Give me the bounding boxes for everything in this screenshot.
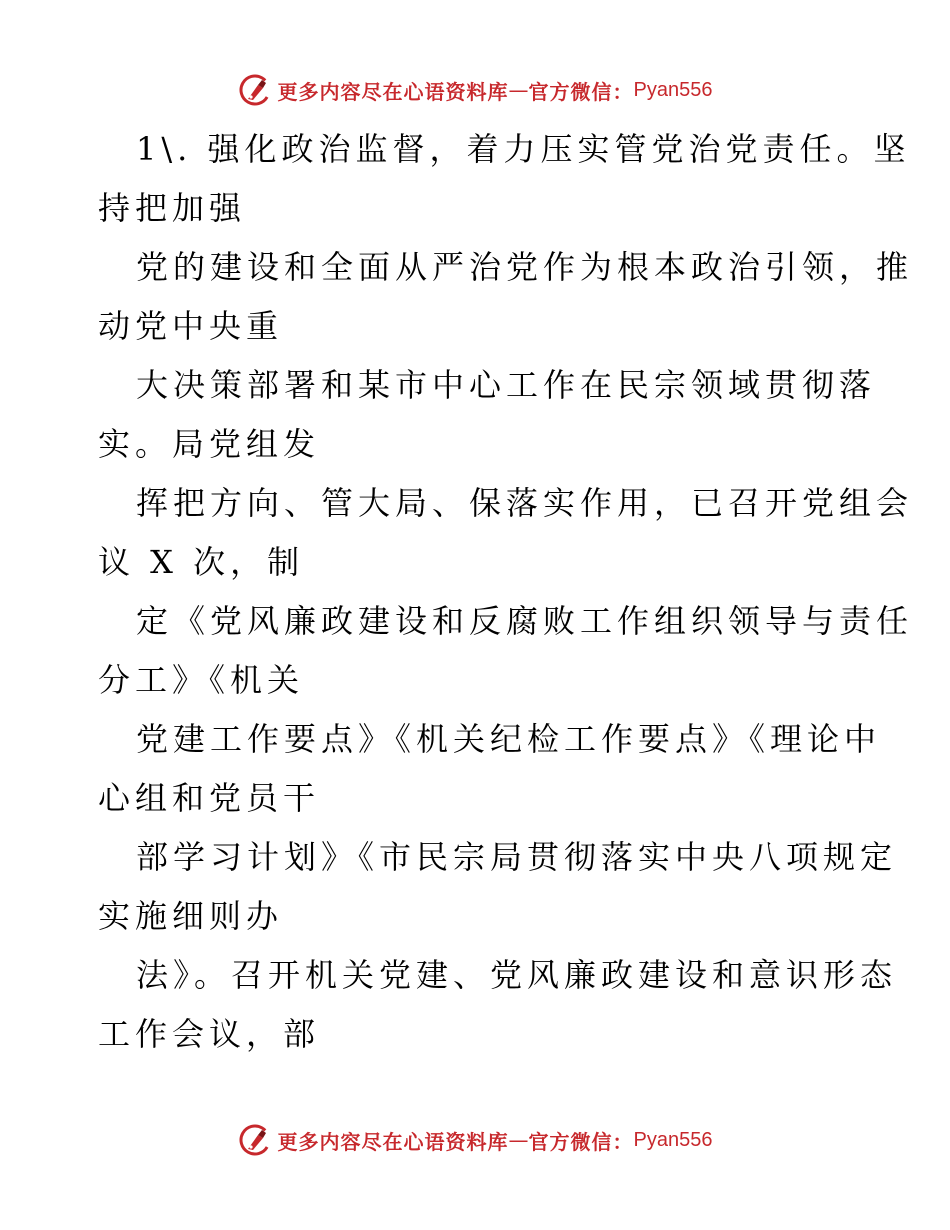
- text-line: 议 X 次，制: [98, 543, 305, 581]
- watermark-separator: —: [508, 1128, 529, 1152]
- text-line: 定《党风廉政建设和反腐败工作组织领导与责任: [136, 602, 914, 640]
- text-line: 实。局党组发: [98, 425, 321, 463]
- text-line: 实施细则办: [98, 897, 284, 935]
- header-watermark: [0, 70, 950, 110]
- text-line: 党的建设和全面从严治党作为根本政治引领，推: [136, 248, 914, 286]
- pen-nib-logo-icon: [238, 73, 272, 107]
- text-line: 党建工作要点》《机关纪检工作要点》《理论中: [136, 720, 882, 758]
- text-line: 法》。召开机关党建、党风廉政建设和意识形态: [136, 956, 898, 994]
- text-line: 部学习计划》《市民宗局贯彻落实中央八项规定: [136, 838, 898, 876]
- text-line: 分工》《机关: [98, 661, 305, 699]
- pen-nib-logo-icon: [238, 1123, 272, 1157]
- watermark-handle: Pyan556: [633, 78, 713, 101]
- watermark-text: [278, 76, 713, 105]
- watermark-label: 官方微信：: [528, 79, 634, 104]
- text-line: 工作会议，部: [98, 1015, 321, 1053]
- watermark-handle: Pyan556: [633, 1128, 713, 1151]
- text-line: 1\. 强化政治监督，着力压实管党治党责任。坚: [136, 130, 911, 168]
- text-line: 心组和党员干: [98, 779, 321, 817]
- watermark-text: [278, 1126, 713, 1155]
- text-line: 动党中央重: [98, 307, 284, 345]
- watermark-separator: —: [508, 78, 529, 102]
- watermark-brand: 更多内容尽在心语资料库: [277, 1129, 509, 1154]
- footer-watermark: [0, 1120, 950, 1160]
- text-line: 持把加强: [98, 189, 247, 227]
- watermark-label: 官方微信：: [528, 1129, 634, 1154]
- document-body: [98, 120, 914, 1064]
- text-line: 大决策部署和某市中心工作在民宗领域贯彻落: [136, 366, 877, 404]
- text-line: 挥把方向、管大局、保落实作用，已召开党组会: [136, 484, 914, 522]
- watermark-brand: 更多内容尽在心语资料库: [277, 79, 509, 104]
